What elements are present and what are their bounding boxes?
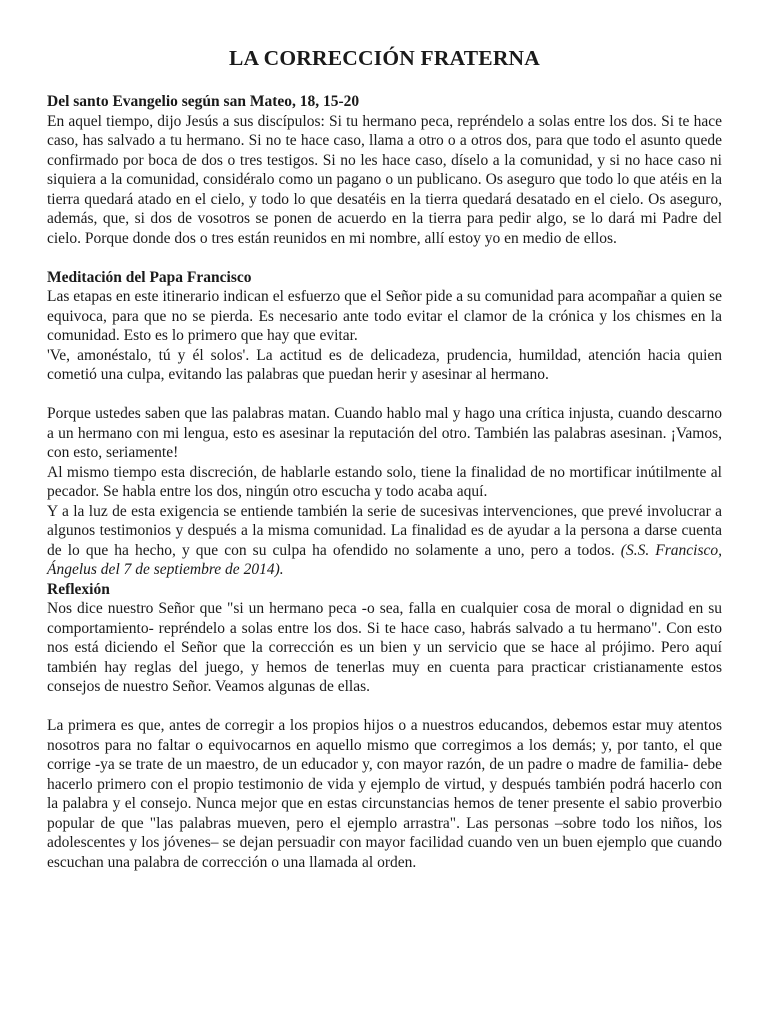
- meditation-paragraph-with-citation: [47, 502, 722, 580]
- meditation-paragraph-text: Y a la luz de esta exigencia se entiende también la serie de sucesivas intervenciones, que prevé involucrar a algunos testimonios y después a la misma comunidad. La finalidad es de ayudar a la persona a darse cuenta de lo que ha hecho, y que con su culpa ha ofendido no solamente a uno, pero a todos.: [47, 502, 722, 559]
- citation: (S.S. Francisco, Ángelus del 7 de septiembre de 2014).: [47, 541, 722, 578]
- meditation-heading: Meditación del Papa Francisco: [47, 268, 252, 286]
- gospel-text: En aquel tiempo, dijo Jesús a sus discípulos: Si tu hermano peca, repréndelo a solas entre los dos. Si te hace caso, has salvado a tu hermano. Si no te hace caso, llama a otro o a otros dos, para que todo el asunto quede confirmado por boca de dos o tres testigos. Si no les hace caso, díselo a la comunidad, y si no hace caso ni siquiera a la comunidad, considéralo como un pagano o un publicano. Os aseguro que todo lo que atéis en la tierra quedará atado en el cielo, y todo lo que desatéis en la tierra quedará desatado en el cielo. Os aseguro, además, que, si dos de vosotros se ponen de acuerdo en la tierra para pedir algo, se lo dará mi Padre del cielo. Porque donde dos o tres están reunidos en mi nombre, allí estoy yo en medio de ellos.: [47, 112, 722, 247]
- meditation-paragraph: Las etapas en este itinerario indican el esfuerzo que el Señor pide a su comunidad para acompañar a quien se equivoca, para que no se pierda. Es necesario ante todo evitar el clamor de la crónica y los chismes en la comunidad. Esto es lo primero que hay que evitar.: [47, 288, 722, 344]
- spacer: [47, 248, 722, 268]
- reflection-paragraph: La primera es que, antes de corregir a los propios hijos o a nuestros educandos, debemos estar muy atentos nosotros para no faltar o equivocarnos en aquello mismo que corregimos a los demás; y, por tanto, el que corrige -ya se trate de un maestro, de un educador y, con mayor razón, de un padre o madre de familia- debe hacerlo primero con el propio testimonio de vida y ejemplo de virtud, y después también podrá hacerlo con la palabra y el consejo. Nunca mejor que en estas circunstancias hemos de tener presente el sabio proverbio popular de que "las palabras mueven, pero el ejemplo arrastra". Las personas –sobre todo los niños, los adolescentes y los jóvenes– se dejan persuadir con mayor facilidad cuando ven un buen ejemplo que cuando escuchan una palabra de corrección o una llamada al orden.: [47, 717, 722, 871]
- reflection-paragraph: Nos dice nuestro Señor que "si un hermano peca -o sea, falla en cualquier cosa de moral o dignidad en su comportamiento- repréndelo a solas entre los dos. Si te hace caso, habrás salvado a tu hermano". Con esto nos está diciendo el Señor que la corrección es un bien y un servicio que se hace al prójimo. Pero aquí también hay reglas del juego, y hemos de tenerlas muy en cuenta para practicar cristianamente estos consejos de nuestro Señor. Veamos algunas de ellas.: [47, 600, 722, 695]
- meditation-paragraph: 'Ve, amonéstalo, tú y él solos'. La actitud es de delicadeza, prudencia, humildad, atención hacia quien cometió una culpa, evitando las palabras que puedan herir y asesinar al hermano.: [47, 346, 722, 383]
- document-title: LA CORRECCIÓN FRATERNA: [229, 46, 540, 70]
- gospel-heading: Del santo Evangelio según san Mateo, 18, 15-20: [47, 93, 360, 110]
- spacer: [47, 385, 722, 405]
- meditation-paragraph: Porque ustedes saben que las palabras matan. Cuando hablo mal y hago una crítica injusta, cuando descarno a un hermano con mi lengua, esto es asesinar la reputación del otro. También las palabras asesinan. ¡Vamos, con esto, seriamente!: [47, 405, 722, 461]
- reflection-heading: Reflexión: [47, 580, 110, 598]
- spacer: [47, 697, 722, 717]
- meditation-paragraph: Al mismo tiempo esta discreción, de hablarle estando solo, tiene la finalidad de no mortificar inútilmente al pecador. Se habla entre los dos, ningún otro escucha y todo acaba aquí.: [47, 463, 722, 500]
